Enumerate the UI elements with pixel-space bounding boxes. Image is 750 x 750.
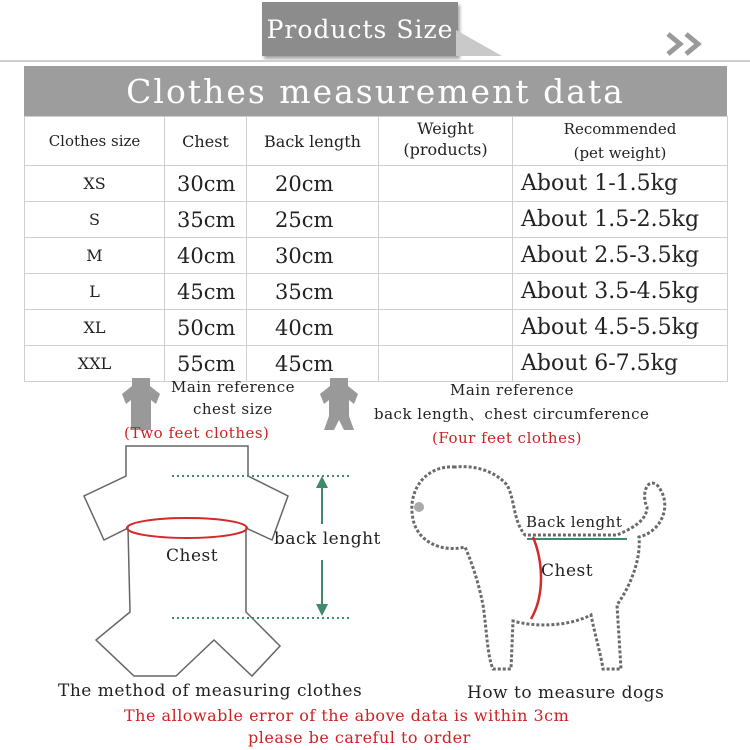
back-length-cell: 40cm	[247, 310, 379, 346]
products-size-label: Products Size	[266, 14, 454, 44]
chest-cell: 35cm	[165, 202, 247, 238]
table-row	[25, 202, 728, 238]
header-weight	[379, 117, 513, 166]
measurement-title-bar	[24, 66, 727, 116]
size-cell: XXL	[25, 346, 165, 382]
dog-chest-label: Chest	[541, 561, 594, 581]
header-weight-line2: (products)	[403, 140, 488, 159]
chest-cell: 55cm	[165, 346, 247, 382]
recommended-weight-cell: About 2.5-3.5kg	[513, 238, 728, 274]
weight-cell	[379, 346, 513, 382]
table-header-row	[25, 117, 728, 166]
dog-measure-caption: How to measure dogs	[467, 683, 665, 703]
table-row	[25, 238, 728, 274]
size-cell: XL	[25, 310, 165, 346]
four-feet-reference-line2: back length、chest circumference	[374, 405, 650, 423]
clothes-chest-label: Chest	[166, 546, 219, 566]
clothes-back-length-label: back lenght	[274, 529, 381, 549]
recommended-weight-cell: About 6-7.5kg	[513, 346, 728, 382]
error-notice-line1: The allowable error of the above data is within 3cm	[124, 706, 570, 725]
weight-cell	[379, 274, 513, 310]
header-divider	[0, 60, 750, 62]
error-notice-line2: please be careful to order	[248, 728, 471, 747]
dog-nose	[414, 502, 424, 512]
header-chest: Chest	[165, 117, 247, 166]
recommended-weight-cell: About 4.5-5.5kg	[513, 310, 728, 346]
header-weight-line1: Weight	[417, 119, 474, 138]
products-size-tab	[262, 2, 458, 56]
two-feet-reference-line2: chest size	[193, 400, 273, 418]
header-back-length: Back length	[247, 117, 379, 166]
double-chevron-right-icon	[664, 30, 714, 58]
table-row	[25, 166, 728, 202]
four-feet-jumpsuit-icon	[318, 376, 360, 432]
back-length-cell: 45cm	[247, 346, 379, 382]
table-row	[25, 310, 728, 346]
dog-back-length-label: Back lenght	[526, 513, 623, 531]
chest-cell: 40cm	[165, 238, 247, 274]
header-recommended	[513, 117, 728, 166]
table-row	[25, 274, 728, 310]
weight-cell	[379, 310, 513, 346]
weight-cell	[379, 202, 513, 238]
dog-outline	[412, 467, 665, 669]
chest-cell: 45cm	[165, 274, 247, 310]
back-length-cell: 25cm	[247, 202, 379, 238]
clothes-measure-caption: The method of measuring clothes	[58, 681, 363, 701]
header-recommended-line1: Recommended	[563, 120, 677, 138]
four-feet-reference-line1: Main reference	[450, 381, 574, 399]
size-table	[24, 116, 728, 382]
recommended-weight-cell: About 3.5-4.5kg	[513, 274, 728, 310]
header-clothes-size: Clothes size	[25, 117, 165, 166]
two-feet-reference-line1: Main reference	[171, 378, 295, 396]
chest-cell: 50cm	[165, 310, 247, 346]
size-cell: M	[25, 238, 165, 274]
chest-cell: 30cm	[165, 166, 247, 202]
back-length-cell: 30cm	[247, 238, 379, 274]
two-feet-clothes-type: (Two feet clothes)	[124, 424, 270, 442]
recommended-weight-cell: About 1-1.5kg	[513, 166, 728, 202]
back-length-cell: 20cm	[247, 166, 379, 202]
size-cell: S	[25, 202, 165, 238]
recommended-weight-cell: About 1.5-2.5kg	[513, 202, 728, 238]
weight-cell	[379, 238, 513, 274]
weight-cell	[379, 166, 513, 202]
four-feet-clothes-type: (Four feet clothes)	[432, 429, 583, 447]
header-recommended-line2: (pet weight)	[573, 144, 667, 162]
back-length-cell: 35cm	[247, 274, 379, 310]
size-cell: XS	[25, 166, 165, 202]
size-cell: L	[25, 274, 165, 310]
measurement-title: Clothes measurement data	[126, 71, 625, 111]
tab-fold-decoration	[456, 30, 502, 56]
